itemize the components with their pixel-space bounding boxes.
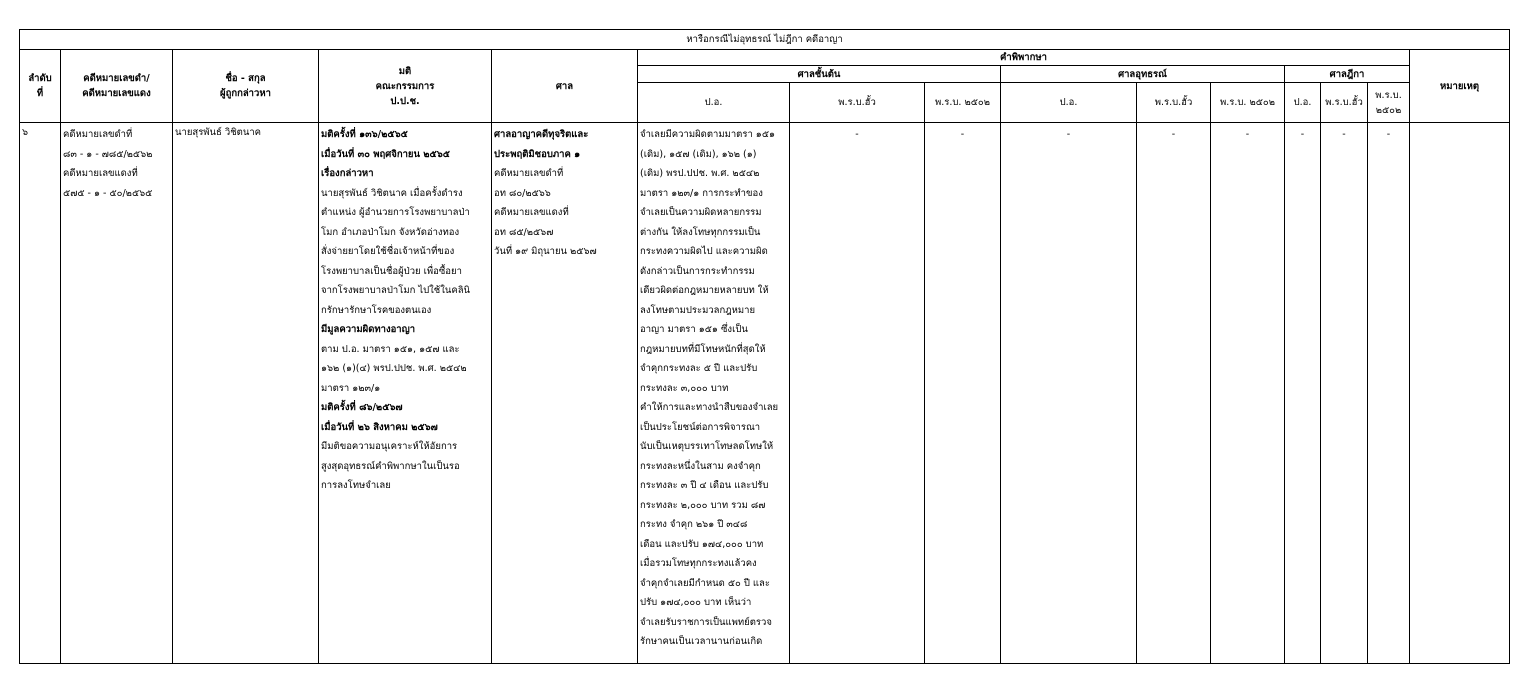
court-line: ศาลอาญาคดีทุจริตและ [494,129,589,140]
judgment-line: ปรับ ๑๗๔,๐๐๐ บาท เห็นว่า [640,597,752,608]
header-case-no: คดีหมายเลขดำ/ คดีหมายเลขแดง [61,50,173,123]
resolution-line: โมก อำเภอป่าโมก จังหวัดอ่างทอง [321,226,460,238]
appeal-prb-2502-value: - [1245,129,1250,140]
header-resolution: มติ คณะกรรมการ ป.ป.ช. [319,50,492,123]
resolution-line: กรักษารักษาโรคของตนเอง [321,304,432,316]
header-appeal-po: ป.อ. [1001,83,1137,123]
header-name: ชื่อ - สกุล ผู้ถูกกล่าวหา [173,50,319,123]
judgment-line: กระทงละ ๓,๐๐๐ บาท [640,382,729,394]
resolution-line: ตำแหน่ง ผู้อำนวยการโรงพยาบาลป่า [321,207,470,218]
supreme-po-value: - [1300,129,1305,140]
resolution-line: สูงสุดอุทธรณ์คำพิพากษาในเป็นรอ [321,460,460,472]
header-remark: หมายเหตุ [1410,50,1510,123]
resolution-line: มาตรา ๑๒๓/๑ [321,382,381,394]
remark-cell [1410,123,1510,664]
header-appeal-prb-old: พ.ร.บ.ฮั้ว [1137,83,1211,123]
resolution-line: เมื่อวันที่ ๓๐ พฤศจิกายน ๒๕๖๕ [321,148,450,160]
resolution-line: นายสุรพันธ์ วิชิตนาค เมื่อครั้งดำรง [321,187,463,199]
resolution-line: จากโรงพยาบาลป่าโมก ไปใช้ในคลินิ [321,285,471,296]
judgment-line: จำเลยมีความผิดตามมาตรา ๑๕๑ [640,129,776,140]
judgment-line: กระทงละ ๒,๐๐๐ บาท รวม ๘๗ [640,499,766,511]
judgment-line: เดือน และปรับ ๑๗๔,๐๐๐ บาท [640,538,764,550]
judgment-line: ลงโทษตามประมวลกฎหมาย [640,304,756,316]
case-no-line: ๘๓ - ๑ - ๗๘๕/๒๕๖๒ [63,148,153,160]
appeal-prb-old-value: - [1171,129,1176,140]
resolution-line: ตาม ป.อ. มาตรา ๑๕๑, ๑๕๗ และ [321,343,460,355]
header-appeal-court: ศาลอุทธรณ์ [1001,66,1285,83]
judgment-line: รักษาคนเป็นเวลานานก่อนเกิด [640,636,763,647]
order-cell: ๖ [22,127,29,138]
first-prb-old-value: - [855,129,859,140]
resolution-line: โรงพยาบาลเป็นชื่อผู้ป่วย เพื่อซื้อยา [321,265,462,277]
header-first-prb-old: พ.ร.บ.ฮั้ว [790,83,925,123]
resolution-line: เรื่องกล่าวหา [321,168,374,179]
resolution-line: มีมติขอความอนุเคราะห์ให้อัยการ [321,441,458,452]
resolution-cell [319,123,491,496]
judgment-line: คำให้การและทางนำสืบของจำเลย [640,402,779,413]
judgment-line: จำเลยเป็นความผิดหลายกรรม [640,207,762,218]
judgment-line: จำเลยรับราชการเป็นแพทย์ตรวจ [640,616,772,628]
resolution-line: มติครั้งที่ ๑๓๖/๒๕๖๕ [321,129,408,140]
case-table [19,29,1510,664]
header-court: ศาล [492,50,638,123]
judgment-line: ต่างกัน ให้ลงโทษทุกกรรมเป็น [640,226,761,238]
judgment-line: เป็นประโยชน์ต่อการพิจารณา [640,421,761,433]
header-first-po: ป.อ. [638,83,790,123]
court-line: อท ๘๕/๒๕๖๗ [494,226,554,238]
header-judgment: คำพิพากษา [638,50,1410,66]
judgment-line: (เดิม), ๑๕๗ (เดิม), ๑๖๒ (๑) [640,148,757,160]
court-line: วันที่ ๑๙ มิถุนายน ๒๕๖๗ [494,246,597,257]
appeal-po-value: - [1066,129,1071,140]
table-row [20,123,1510,664]
judgment-line: นับเป็นเหตุบรรเทาโทษลดโทษให้ [640,441,774,452]
judgment-line: กระทงความผิดไป และความผิด [640,246,768,257]
header-supreme-po: ป.อ. [1285,83,1321,123]
header-order: ลำดับ ที่ [20,50,61,123]
court-line: คดีหมายเลขแดงที่ [494,207,569,218]
supreme-prb-old-value: - [1342,129,1346,140]
judgment-line: ดังกล่าวเป็นการกระทำกรรม [640,265,755,277]
header-supreme-prb-old: พ.ร.บ.ฮั้ว [1321,83,1368,123]
court-line: คดีหมายเลขดำที่ [494,168,564,179]
resolution-line: มีมูลความผิดทางอาญา [321,324,416,335]
judgment-line: อาญา มาตรา ๑๕๑ ซึ่งเป็น [640,324,748,335]
court-cell [492,123,637,262]
resolution-line: สั่งจ่ายยาโดยใช้ชื่อเจ้าหน้าที่ของ [321,246,455,257]
header-supreme-court: ศาลฎีกา [1285,66,1410,83]
resolution-line: การลงโทษจำเลย [321,480,391,491]
case-no-line: คดีหมายเลขแดงที่ [63,168,138,179]
case-no-line: ๕๗๕ - ๑ - ๕๐/๒๕๖๕ [63,187,153,199]
resolution-line: เมื่อวันที่ ๒๖ สิงหาคม ๒๕๖๗ [321,421,438,433]
header-appeal-prb-2502: พ.ร.บ. ๒๕๐๒ [1211,83,1285,123]
judgment-line: กระทงละหนึ่งในสาม คงจำคุก [640,460,761,472]
judgment-cell [638,123,789,652]
judgment-line: กระทงละ ๓ ปี ๔ เดือน และปรับ [640,480,769,491]
judgment-line: จำคุกกระทงละ ๕ ปี และปรับ [640,363,758,374]
header-first-court: ศาลชั้นต้น [638,66,1001,83]
judgment-line: มาตรา ๑๒๓/๑ การกระทำของ [640,187,763,199]
judgment-line: (เดิม) พรป.ปปช. พ.ศ. ๒๕๔๒ [640,168,760,179]
name-cell: นายสุรพันธ์ วิชิตนาค [175,127,262,138]
judgment-line: เดียวผิดต่อกฎหมายหลายบท ให้ [640,285,769,296]
court-line: ประพฤติมิชอบภาค ๑ [494,148,581,160]
judgment-line: จำคุกจำเลยมีกำหนด ๕๐ ปี และ [640,577,770,589]
table-title: หารือกรณีไม่อุทธรณ์ ไม่ฎีกา คดีอาญา [20,30,1510,50]
resolution-line: ๑๖๒ (๑)(๔) พรป.ปปช. พ.ศ. ๒๕๔๒ [321,363,467,374]
case-no-cell [61,123,172,203]
judgment-line: กฎหมายบทที่มีโทษหนักที่สุดให้ [640,343,766,355]
judgment-line: กระทง จำคุก ๒๖๑ ปี ๓๔๘ [640,519,748,530]
court-line: อท ๘๐/๒๕๖๖ [494,187,551,199]
case-no-line: คดีหมายเลขดำที่ [63,129,133,140]
header-first-prb-2502: พ.ร.บ. ๒๕๐๒ [925,83,1001,123]
first-prb-2502-value: - [960,129,965,140]
judgment-line: เมื่อรวมโทษทุกกระทงแล้วคง [640,558,757,569]
header-supreme-prb-2502: พ.ร.บ. ๒๕๐๒ [1368,83,1410,123]
resolution-line: มติครั้งที่ ๘๖/๒๕๖๗ [321,402,403,413]
supreme-prb-2502-value: - [1386,129,1391,140]
